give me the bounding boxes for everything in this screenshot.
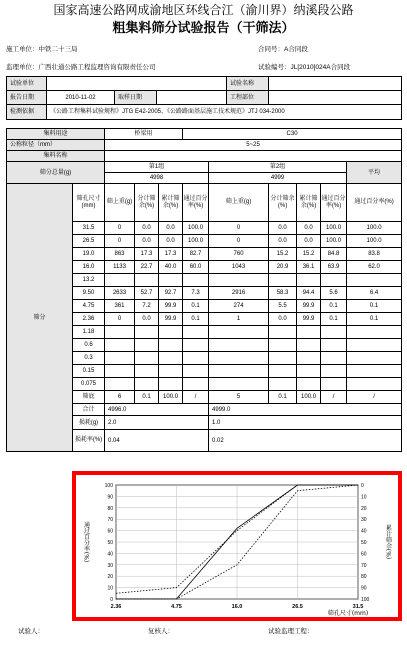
cell: 0.6 (73, 339, 105, 352)
cell: 62.0 (347, 261, 402, 274)
y-tick-label-right: 10 (361, 494, 367, 501)
cell (105, 326, 135, 339)
y-tick-label-left: 0 (110, 597, 113, 603)
tester-label: 试验人： (18, 628, 44, 635)
cell (321, 274, 347, 287)
y-tick-label-right: 20 (361, 505, 367, 512)
cell: 5 (209, 391, 269, 404)
sieve-side-label: 筛分 (7, 184, 73, 452)
cell: 58.3 (269, 287, 297, 300)
col-retained-2: 筛上重(g) (209, 184, 269, 222)
cell: 19.0 (73, 248, 105, 261)
cell: 9.50 (73, 287, 105, 300)
cell: 0.15 (73, 365, 105, 378)
cell: 22.7 (135, 261, 159, 274)
report-number-value: JL[2010]024A合同段 (290, 64, 351, 71)
cell (269, 352, 297, 365)
cell (269, 274, 297, 287)
construction-unit (6, 44, 78, 53)
group1-label: 第1组 (105, 162, 209, 173)
cell: 0 (105, 222, 135, 235)
cell: 26.5 (73, 235, 105, 248)
cell (321, 378, 347, 391)
cell: 15.2 (269, 248, 297, 261)
cell (297, 274, 321, 287)
y-tick-label-left: 20 (107, 574, 113, 581)
sum-group2: 4999.0 (209, 404, 402, 416)
cell: 1043 (209, 261, 269, 274)
cell: 36.1 (297, 261, 321, 274)
grading-label: 公称粒径（mm） (7, 140, 105, 151)
loss-pct-label: 损耗率(%) (73, 430, 105, 452)
aggregate-name-label: 集料名称 (7, 151, 105, 162)
cell (105, 352, 135, 365)
y-axis-label-left: 通过百分率(%) (82, 521, 90, 563)
cell: 0.1 (183, 300, 209, 313)
cell: 0.1 (321, 313, 347, 326)
cell: 0.0 (269, 235, 297, 248)
cell: 17.3 (159, 248, 183, 261)
test-unit-value (47, 77, 227, 91)
cell: 0.0 (297, 235, 321, 248)
cell: 99.9 (159, 313, 183, 326)
loss-g-group1: 2.0 (105, 416, 209, 430)
cell (269, 326, 297, 339)
col-cum-retained-2: 累计筛余(%) (297, 184, 321, 222)
x-tick-label: 2.36 (110, 604, 122, 610)
cell: 100.0 (159, 391, 183, 404)
project-part-value (269, 91, 402, 105)
cell: / (183, 391, 209, 404)
cell (135, 339, 159, 352)
contract-label: 合同号： (258, 46, 284, 53)
cell: 0.1 (135, 391, 159, 404)
cell (347, 274, 402, 287)
cell: 7.2 (135, 300, 159, 313)
cell (183, 365, 209, 378)
y-tick-label-left: 80 (107, 505, 113, 512)
cell: 361 (105, 300, 135, 313)
report-date-value: 2010-11-02 (47, 91, 115, 105)
cell: 31.5 (73, 222, 105, 235)
aggregate-name-value (105, 151, 402, 162)
cell (183, 378, 209, 391)
cell (183, 326, 209, 339)
cell (135, 378, 159, 391)
cell (105, 378, 135, 391)
usage-label: 集料用途 (7, 129, 105, 140)
report-subtitle: 粗集料筛分试验报告（干筛法） (112, 21, 295, 36)
cell (209, 326, 269, 339)
cell: 99.9 (297, 300, 321, 313)
cell: 100.0 (183, 235, 209, 248)
cell (297, 352, 321, 365)
y-tick-label-left: 10 (107, 585, 113, 592)
y-tick-label-right: 60 (361, 551, 367, 558)
cell: 100.0 (297, 391, 321, 404)
cell: 100.0 (321, 235, 347, 248)
cell: 100.0 (347, 235, 402, 248)
supervision-value: 广西壮通公路工程监理咨询有限责任公司 (38, 64, 156, 71)
sample-date-label: 取样日期 (115, 91, 157, 105)
loss-pct-group1: 0.04 (105, 430, 209, 452)
cell (159, 365, 183, 378)
col-pct-retained-1: 分计筛余(%) (135, 184, 159, 222)
cell: 60.0 (183, 261, 209, 274)
group1-total: 4998 (105, 173, 209, 184)
cell: 0 (105, 235, 135, 248)
cell (297, 339, 321, 352)
cell: 20.9 (269, 261, 297, 274)
cell (209, 352, 269, 365)
sum-label: 合计 (73, 404, 105, 416)
cell (297, 378, 321, 391)
report-number-label: 试验编号： (258, 64, 291, 71)
construction-unit-label: 施工单位： (6, 46, 39, 53)
sum-group1: 4996.0 (105, 404, 209, 416)
y-tick-label-right: 100 (361, 597, 370, 603)
cell: 16.0 (73, 261, 105, 274)
loss-g-group2: 1.0 (209, 416, 402, 430)
cell: 1 (209, 313, 269, 326)
group2-total: 4999 (209, 173, 347, 184)
y-tick-label-right: 80 (361, 574, 367, 581)
cell: 0.0 (159, 222, 183, 235)
cell: 52.7 (135, 287, 159, 300)
cell: 0.1 (347, 300, 402, 313)
report-title: 国家高速公路网成渝地区环线合江（渝川界）纳溪段公路 (53, 3, 354, 17)
cell: 1.18 (73, 326, 105, 339)
cell (269, 339, 297, 352)
cell (321, 339, 347, 352)
cell (105, 274, 135, 287)
cell (209, 339, 269, 352)
cell: / (321, 391, 347, 404)
cell: 4.75 (73, 300, 105, 313)
project-part-label: 工程部位 (227, 91, 269, 105)
cell: 760 (209, 248, 269, 261)
cell (135, 274, 159, 287)
cell (209, 365, 269, 378)
sample-date-value (157, 91, 227, 105)
construction-unit-value: 中铁二十三局 (38, 46, 78, 53)
col-passing-avg: 通过百分率(%) (347, 184, 402, 222)
grading-value: 5~25 (105, 140, 402, 151)
cell: 0.0 (269, 313, 297, 326)
y-tick-label-left: 60 (107, 528, 113, 535)
cell: 0 (105, 313, 135, 326)
cell (347, 378, 402, 391)
cell: 82.7 (183, 248, 209, 261)
y-tick-label-right: 50 (361, 540, 367, 546)
test-name-value (269, 77, 402, 91)
cell: 99.9 (297, 313, 321, 326)
cell: 99.9 (159, 300, 183, 313)
cell: 0.0 (159, 235, 183, 248)
x-axis-label: 筛孔尺寸(mm) (327, 610, 369, 617)
cell: 15.2 (297, 248, 321, 261)
cell: 筛底 (73, 391, 105, 404)
y-tick-label-left: 100 (104, 483, 113, 489)
cell: 2916 (209, 287, 269, 300)
cell: 274 (209, 300, 269, 313)
col-sieve-size: 筛孔尺寸(mm) (73, 184, 105, 222)
cell (297, 326, 321, 339)
cell (347, 326, 402, 339)
cell: 0.0 (135, 235, 159, 248)
basis-value: 《公路工程集料试验规程》JTG E42-2005、《公路路面基层施工技术规范》JTJ 034-2000 (47, 105, 402, 120)
col-pct-retained-2: 分计筛余(%) (269, 184, 297, 222)
contract-value: A合同段 (284, 46, 308, 53)
cell (105, 339, 135, 352)
cell: / (347, 391, 402, 404)
info-table (6, 76, 402, 120)
cell (209, 378, 269, 391)
cell (159, 326, 183, 339)
cell: 863 (105, 248, 135, 261)
cell (347, 339, 402, 352)
x-tick-label: 16.0 (231, 604, 243, 610)
supervision-label: 监理单位： (6, 64, 39, 71)
loss-pct-group2: 0.02 (209, 430, 402, 452)
col-passing-2: 通过百分率(%) (321, 184, 347, 222)
cell: 0.1 (269, 391, 297, 404)
cell: 6.4 (347, 287, 402, 300)
cell: 6 (105, 391, 135, 404)
report-date-label: 报告日期 (7, 91, 47, 105)
cell: 100.0 (183, 222, 209, 235)
cell: 0.1 (183, 313, 209, 326)
cell (321, 365, 347, 378)
cell (159, 339, 183, 352)
x-tick-label: 31.5 (352, 604, 364, 610)
cell: 0 (209, 235, 269, 248)
cell: 40.0 (159, 261, 183, 274)
cell: 0.0 (269, 222, 297, 235)
usage-value-2: C30 (183, 129, 402, 140)
y-tick-label-left: 50 (107, 540, 113, 546)
cell (159, 378, 183, 391)
cell: 63.9 (321, 261, 347, 274)
reviewer-label: 复核人： (148, 628, 174, 635)
cell: 100.0 (347, 222, 402, 235)
y-tick-label-right: 0 (361, 483, 364, 489)
cell (135, 365, 159, 378)
cell: 0.1 (321, 300, 347, 313)
cell: 2.36 (73, 313, 105, 326)
cell: 0.075 (73, 378, 105, 391)
grading-curve-svg (76, 475, 398, 617)
test-unit-label: 试验单位 (7, 77, 47, 91)
cell: 84.8 (321, 248, 347, 261)
cell: 0.0 (297, 222, 321, 235)
x-tick-label: 26.5 (292, 604, 303, 610)
cell (183, 339, 209, 352)
cell: 94.4 (297, 287, 321, 300)
cell: 0 (209, 222, 269, 235)
column-header-row (7, 184, 402, 222)
cell (183, 274, 209, 287)
test-name-label: 试验名称 (227, 77, 269, 91)
y-tick-label-right: 40 (361, 528, 367, 535)
group2-label: 第2组 (209, 162, 347, 173)
cell (269, 365, 297, 378)
cell (347, 352, 402, 365)
cell (105, 365, 135, 378)
cell: 92.7 (159, 287, 183, 300)
cell: 0.0 (135, 313, 159, 326)
usage-value: 桥梁用 (105, 129, 183, 140)
cell (159, 274, 183, 287)
y-tick-label-left: 30 (107, 562, 113, 569)
cell: 13.2 (73, 274, 105, 287)
cell (321, 326, 347, 339)
y-tick-label-left: 90 (107, 494, 113, 501)
cell: 100.0 (321, 222, 347, 235)
report-number (258, 62, 350, 71)
cell: 7.3 (183, 287, 209, 300)
cell (159, 352, 183, 365)
contract (258, 44, 308, 53)
average-label: 平均 (347, 162, 402, 184)
col-cum-retained-1: 累计筛余(%) (159, 184, 183, 222)
y-tick-label-left: 40 (107, 551, 113, 558)
cell: 5.5 (269, 300, 297, 313)
grading-curve-chart (72, 471, 402, 621)
total-mass-label: 筛分总量(g) (7, 162, 105, 184)
cell: 1133 (105, 261, 135, 274)
cell: 0.0 (135, 222, 159, 235)
cell: 5.6 (321, 287, 347, 300)
loss-g-label: 损耗(g) (73, 416, 105, 430)
cell: 2633 (105, 287, 135, 300)
cell (183, 352, 209, 365)
cell (209, 274, 269, 287)
cell: 0.1 (347, 313, 402, 326)
cell (269, 378, 297, 391)
col-retained-1: 筛上重(g) (105, 184, 135, 222)
cell: 0.3 (73, 352, 105, 365)
supervision-unit (6, 62, 156, 71)
cell: 83.8 (347, 248, 402, 261)
y-tick-label-right: 70 (361, 562, 367, 569)
x-tick-label: 4.75 (171, 604, 182, 610)
sieve-table (6, 128, 402, 452)
cell (135, 352, 159, 365)
engineer-label: 试验监理工程： (268, 628, 314, 635)
cell (297, 365, 321, 378)
y-axis-label-right: 累计筛余(%) (384, 524, 392, 560)
cell (321, 352, 347, 365)
y-tick-label-right: 90 (361, 585, 367, 592)
cell (347, 365, 402, 378)
y-tick-label-left: 70 (107, 517, 113, 524)
cell (135, 326, 159, 339)
cell: 17.3 (135, 248, 159, 261)
y-tick-label-right: 30 (361, 517, 367, 524)
col-passing-1: 通过百分率(%) (183, 184, 209, 222)
basis-label: 检测依据 (7, 105, 47, 120)
